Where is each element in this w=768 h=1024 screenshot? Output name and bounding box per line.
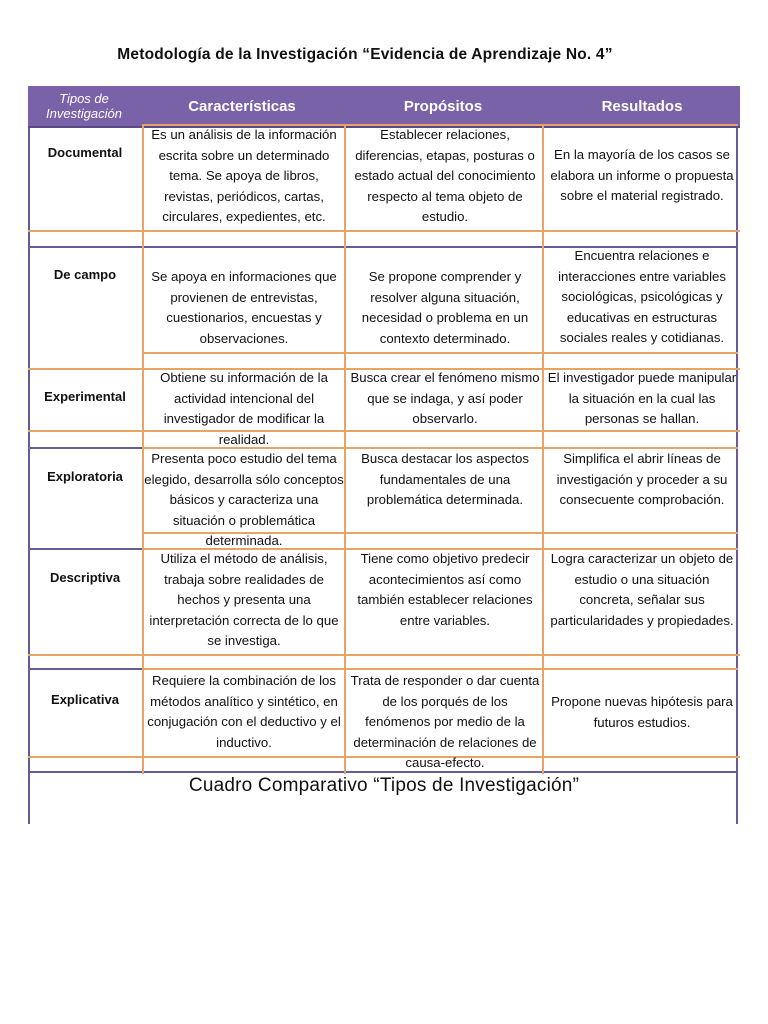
header-propositos: Propósitos [403,97,483,115]
cell-border [28,230,740,232]
cell-resultados: El investigador puede manipular la situación en la cual las personas se hallan. [547,370,737,426]
cell-caracteristicas: Se apoya en informaciones que provienen de entrevistas, cuestionarios, encuestas y observaciones. [151,269,337,346]
header-resultados: Resultados [601,97,683,115]
table-header [28,86,740,128]
header-tipos-line2: Investigación [46,106,122,121]
cell-border [344,124,346,774]
cell-caracteristicas: Utiliza el método de análisis, trabaja sobre realidades de hechos y presenta una interpretación correcta de lo que se investiga. [149,551,339,648]
cell-resultados: Encuentra relaciones e interacciones entre variables sociológicas, psicológicas y educativas en estructuras sociales reales y cotidianas. [558,248,726,345]
type-label-descriptiva: Descriptiva [49,570,121,585]
cell-propositos: Busca crear el fenómeno mismo que se indaga, y así poder observarlo. [350,370,540,426]
type-label-exploratoria: Exploratoria [47,469,123,484]
cell-caracteristicas: Presenta poco estudio del tema elegido, desarrolla sólo conceptos básicos y caracteriza una situación o problemática determinada. [144,451,344,548]
cell-propositos: Tiene como objetivo predecir acontecimientos así como también establecer relaciones entre variables. [357,551,533,628]
header-tipos-line1: Tipos de [59,91,109,106]
cell-resultados: Simplifica el abrir líneas de investigación y proceder a su consecuente comprobación. [556,451,728,507]
type-label-explicativa: Explicativa [51,692,119,707]
header-caracteristicas: Características [188,97,296,115]
cell-propositos: Busca destacar los aspectos fundamentales de una problemática determinada. [361,451,529,507]
header-tipos [28,86,140,126]
cell-border [542,124,544,774]
cell-resultados: Propone nuevas hipótesis para futuros estudios. [551,694,733,730]
cell-resultados: En la mayoría de los casos se elabora un informe o propuesta sobre el material registrado. [550,147,734,203]
cell-caracteristicas: Requiere la combinación de los métodos analítico y sintético, en conjugación con el deductivo y el inductivo. [147,673,341,750]
cell-caracteristicas: Obtiene su información de la actividad intencional del investigador de modificar la realidad. [160,370,328,447]
type-label-de-campo: De campo [53,267,117,282]
table-caption: Cuadro Comparativo “Tipos de Investigación” [188,775,580,796]
cell-propositos: Se propone comprender y resolver alguna situación, necesidad o problema en un contexto determinado. [361,269,529,346]
document-title: Metodología de la Investigación “Evidencia de Aprendizaje No. 4” [117,46,613,63]
cell-border [28,654,740,656]
type-label-experimental: Experimental [44,389,126,404]
cell-propositos: Establecer relaciones, diferencias, etapas, posturas o estado actual del conocimiento respecto al tema objeto de estudio. [354,127,536,224]
cell-propositos: Trata de responder o dar cuenta de los porqués de los fenómenos por medio de la determinación de relaciones de causa-efecto. [350,673,540,770]
cell-resultados: Logra caracterizar un objeto de estudio o una situación concreta, señalar sus particularidades y propiedades. [550,551,734,628]
type-label-documental: Documental [47,145,123,160]
cell-caracteristicas: Es un análisis de la información escrita sobre un determinado tema. Se apoya de libros, revistas, periódicos, cartas, circulares, expedientes, etc. [151,127,337,224]
